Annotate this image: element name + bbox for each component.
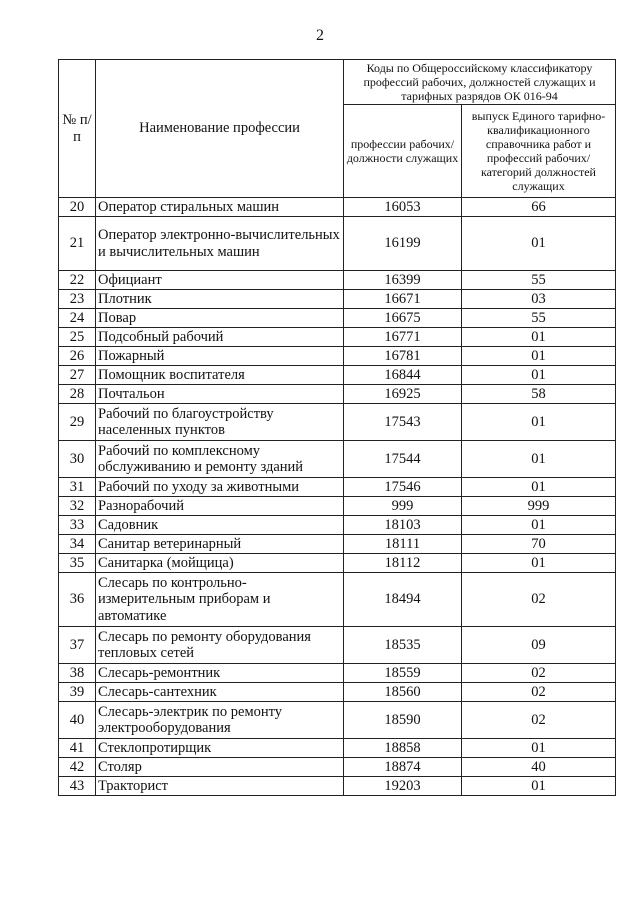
profession-name: Официант (96, 271, 344, 290)
etks-issue: 01 (462, 404, 616, 441)
etks-issue: 01 (462, 777, 616, 796)
etks-issue: 01 (462, 217, 616, 271)
table-row (59, 739, 616, 758)
table-row (59, 271, 616, 290)
etks-issue: 999 (462, 497, 616, 516)
profession-name: Садовник (96, 516, 344, 535)
etks-issue: 02 (462, 702, 616, 739)
profession-name: Слесарь по контрольно-измерительным приборам и автоматике (96, 573, 344, 627)
profession-code: 16053 (344, 198, 462, 217)
row-number: 21 (59, 217, 96, 271)
header-codes-group: Коды по Общероссийскому классификатору профессий рабочих, должностей служащих и тарифных разрядов ОК 016-94 (344, 60, 616, 105)
row-number: 36 (59, 573, 96, 627)
etks-issue: 01 (462, 516, 616, 535)
table-row (59, 441, 616, 478)
profession-name: Подсобный рабочий (96, 328, 344, 347)
row-number: 29 (59, 404, 96, 441)
table-row (59, 309, 616, 328)
etks-issue: 01 (462, 739, 616, 758)
profession-code: 16781 (344, 347, 462, 366)
table-row (59, 758, 616, 777)
table-row (59, 478, 616, 497)
etks-issue: 01 (462, 441, 616, 478)
table-row (59, 217, 616, 271)
row-number: 33 (59, 516, 96, 535)
profession-name: Санитарка (мойщица) (96, 554, 344, 573)
table-row (59, 683, 616, 702)
profession-code: 18103 (344, 516, 462, 535)
profession-name: Помощник воспитателя (96, 366, 344, 385)
profession-code: 19203 (344, 777, 462, 796)
etks-issue: 01 (462, 328, 616, 347)
profession-name: Оператор электронно-вычислительных и вычислительных машин (96, 217, 344, 271)
row-number: 34 (59, 535, 96, 554)
row-number: 40 (59, 702, 96, 739)
table-row (59, 516, 616, 535)
row-number: 27 (59, 366, 96, 385)
row-number: 25 (59, 328, 96, 347)
profession-name: Слесарь-сантехник (96, 683, 344, 702)
profession-code: 16671 (344, 290, 462, 309)
profession-name: Слесарь-электрик по ремонту электрооборудования (96, 702, 344, 739)
etks-issue: 02 (462, 683, 616, 702)
row-number: 32 (59, 497, 96, 516)
professions-table (58, 59, 616, 796)
etks-issue: 01 (462, 347, 616, 366)
profession-name: Плотник (96, 290, 344, 309)
profession-code: 999 (344, 497, 462, 516)
row-number: 26 (59, 347, 96, 366)
profession-code: 18494 (344, 573, 462, 627)
table-row (59, 627, 616, 664)
etks-issue: 66 (462, 198, 616, 217)
profession-name: Стеклопротирщик (96, 739, 344, 758)
table-row (59, 777, 616, 796)
profession-name: Столяр (96, 758, 344, 777)
header-name: Наименование профессии (96, 60, 344, 198)
row-number: 43 (59, 777, 96, 796)
etks-issue: 09 (462, 627, 616, 664)
table-row (59, 385, 616, 404)
row-number: 35 (59, 554, 96, 573)
table-row (59, 535, 616, 554)
row-number: 38 (59, 664, 96, 683)
row-number: 24 (59, 309, 96, 328)
profession-code: 18535 (344, 627, 462, 664)
profession-name: Почтальон (96, 385, 344, 404)
profession-code: 17546 (344, 478, 462, 497)
profession-code: 16844 (344, 366, 462, 385)
profession-code: 17544 (344, 441, 462, 478)
table-row (59, 198, 616, 217)
profession-name: Пожарный (96, 347, 344, 366)
table-body (59, 198, 616, 796)
profession-code: 18559 (344, 664, 462, 683)
etks-issue: 58 (462, 385, 616, 404)
etks-issue: 01 (462, 478, 616, 497)
profession-name: Санитар ветеринарный (96, 535, 344, 554)
table-row (59, 554, 616, 573)
row-number: 23 (59, 290, 96, 309)
row-number: 31 (59, 478, 96, 497)
profession-name: Рабочий по комплексному обслуживанию и ремонту зданий (96, 441, 344, 478)
row-number: 39 (59, 683, 96, 702)
profession-code: 18112 (344, 554, 462, 573)
etks-issue: 02 (462, 664, 616, 683)
row-number: 22 (59, 271, 96, 290)
etks-issue: 01 (462, 554, 616, 573)
etks-issue: 03 (462, 290, 616, 309)
header-code-profession: профессии рабочих/ должности служащих (344, 105, 462, 198)
header-code-etks: выпуск Единого тарифно-квалификационного справочника работ и профессий рабочих/категорий должностей служащих (462, 105, 616, 198)
table-row (59, 328, 616, 347)
profession-code: 18858 (344, 739, 462, 758)
profession-name: Рабочий по уходу за животными (96, 478, 344, 497)
profession-name: Разнорабочий (96, 497, 344, 516)
row-number: 20 (59, 198, 96, 217)
header-num: № п/п (59, 60, 96, 198)
profession-name: Оператор стиральных машин (96, 198, 344, 217)
profession-name: Повар (96, 309, 344, 328)
etks-issue: 01 (462, 366, 616, 385)
profession-name: Тракторист (96, 777, 344, 796)
profession-code: 18874 (344, 758, 462, 777)
profession-code: 16675 (344, 309, 462, 328)
profession-code: 16199 (344, 217, 462, 271)
profession-name: Слесарь-ремонтник (96, 664, 344, 683)
etks-issue: 40 (462, 758, 616, 777)
table-row (59, 404, 616, 441)
row-number: 37 (59, 627, 96, 664)
profession-code: 16399 (344, 271, 462, 290)
page-number: 2 (316, 27, 324, 44)
table-row (59, 347, 616, 366)
etks-issue: 55 (462, 271, 616, 290)
etks-issue: 70 (462, 535, 616, 554)
profession-code: 18560 (344, 683, 462, 702)
row-number: 30 (59, 441, 96, 478)
row-number: 41 (59, 739, 96, 758)
profession-code: 18111 (344, 535, 462, 554)
table-row (59, 573, 616, 627)
profession-code: 16771 (344, 328, 462, 347)
profession-name: Рабочий по благоустройству населенных пунктов (96, 404, 344, 441)
row-number: 28 (59, 385, 96, 404)
profession-code: 17543 (344, 404, 462, 441)
etks-issue: 55 (462, 309, 616, 328)
table-row (59, 702, 616, 739)
table-row (59, 366, 616, 385)
row-number: 42 (59, 758, 96, 777)
profession-code: 16925 (344, 385, 462, 404)
table-row (59, 664, 616, 683)
table-row (59, 497, 616, 516)
etks-issue: 02 (462, 573, 616, 627)
table-row (59, 290, 616, 309)
profession-code: 18590 (344, 702, 462, 739)
profession-name: Слесарь по ремонту оборудования тепловых сетей (96, 627, 344, 664)
